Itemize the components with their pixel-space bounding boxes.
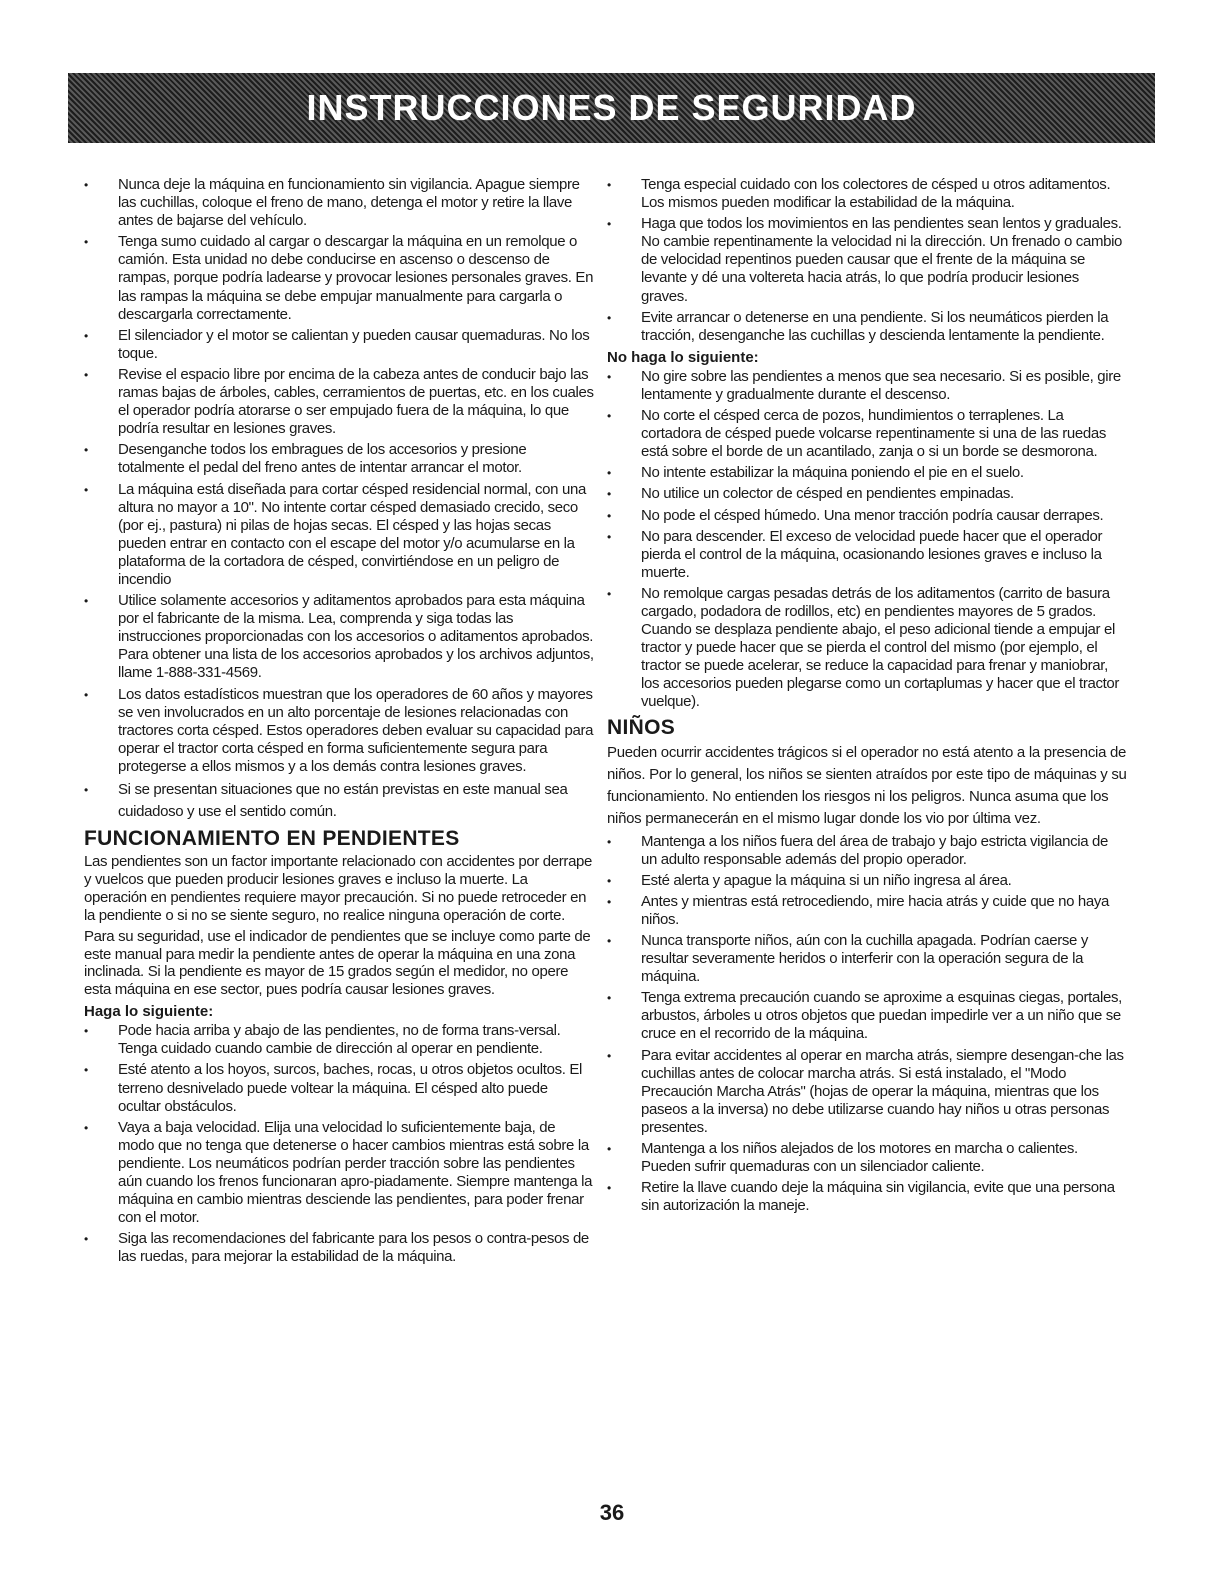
list-item: • Para evitar accidentes al operar en marcha atrás, siempre desengan-che las cuchillas antes de colocar marcha atrás. Si está instalado, el "Modo Precaución Marcha Atrás" (hojas de operar la máquina, mientras que los paseos a la inversa) no debe utilizarse cuando hay niños u otras personas presentes. (607, 1047, 1127, 1137)
list-item: • La máquina está diseñada para cortar césped residencial normal, con una altura no mayor a 10". No intente cortar césped demasiado crecido, seco (por ej., pastura) ni pilas de hojas secas. El césped y las hojas secas pueden entrar en contacto con el escape del motor y/o acumularse en la plataforma de la cortadora de césped, convirtiéndose en un peligro de incendio (84, 481, 594, 590)
list-item: • Siga las recomendaciones del fabricante para los pesos o contra-pesos de las ruedas, para mejorar la estabilidad de la máquina. (84, 1230, 594, 1266)
list-item: • El silenciador y el motor se calientan y pueden causar quemaduras. No los toque. (84, 327, 594, 363)
dont-list (607, 368, 1127, 712)
list-item: • Utilice solamente accesorios y aditamentos aprobados para esta máquina por el fabricante de la misma. Lea, comprenda y siga todas las instrucciones proporcionadas con los accesorios o aditamentos aprobados. Para obtener una lista de los accesorios aprobados y los archivos adjuntos, llame 1-888-331-4569. (84, 592, 594, 682)
slope-precautions-list (607, 176, 1127, 345)
page-number: 36 (599, 1500, 625, 1525)
slopes-heading: FUNCIONAMIENTO EN PENDIENTES (84, 827, 460, 850)
list-item: • Pode hacia arriba y abajo de las pendientes, no de forma trans-versal. Tenga cuidado cuando cambie de dirección al operar en pendiente. (84, 1022, 594, 1058)
general-safety-list (84, 176, 594, 823)
list-item: • Tenga especial cuidado con los colectores de césped u otros aditamentos. Los mismos pueden modificar la estabilidad de la máquina. (607, 176, 1127, 212)
right-column (607, 176, 1127, 1218)
list-item: • Mantenga a los niños fuera del área de trabajo y bajo estricta vigilancia de un adulto responsable además del propio operador. (607, 833, 1127, 869)
list-item: • Esté alerta y apague la máquina si un niño ingresa al área. (607, 872, 1127, 890)
list-item: • Haga que todos los movimientos en las pendientes sean lentos y graduales. No cambie repentinamente la velocidad ni la dirección. Un frenado o cambio de velocidad repentinos pueden causar que el frente de la máquina se levante y dé una voltereta hacia atrás, lo que podría producir lesiones graves. (607, 215, 1127, 305)
list-item: • Nunca transporte niños, aún con la cuchilla apagada. Podrían caerse y resultar severamente heridos o interferir con la operación segura de la máquina. (607, 932, 1127, 986)
list-item: • No remolque cargas pesadas detrás de los aditamentos (carrito de basura cargado, podadora de rodillos, etc) en pendientes mayores de 5 grados. Cuando se desplaza pendiente abajo, el peso adicional tiende a empujar el tractor y puede hacer que se pierda el control del mismo (por ejemplo, el tractor se puede acelerar, se reduce la capacidad para frenar y maniobrar, los accesorios pueden plegarse como un cortaplumas y hacer que el tractor vuelque). (607, 585, 1127, 712)
list-item: • Si se presentan situaciones que no están previstas en este manual sea cuidadoso y use el sentido común. (84, 779, 594, 823)
do-list (84, 1022, 594, 1266)
slopes-paragraph: Las pendientes son un factor importante relacionado con accidentes por derrape y vuelcos que pueden producir lesiones graves e incluso la muerte. La operación en pendientes requiere mayor precaución. Si no puede retroceder en la pendiente o si no se siente seguro, no realice ninguna operación de corte. (84, 853, 593, 924)
list-item: • Tenga extrema precaución cuando se aproxime a esquinas ciegas, portales, arbustos, árboles u otros objetos que puedan impedirle ver a un niño que se cruce en el recorrido de la máquina. (607, 989, 1127, 1043)
list-item: • Tenga sumo cuidado al cargar o descargar la máquina en un remolque o camión. Esta unidad no debe conducirse en ascenso o descenso de rampas, porque podría ladearse y provocar lesiones personales graves. En las rampas la máquina se debe empujar manualmente para cargarla o descargarla correctamente. (84, 233, 594, 323)
list-item: • No intente estabilizar la máquina poniendo el pie en el suelo. (607, 464, 1127, 482)
list-item: • No gire sobre las pendientes a menos que sea necesario. Si es posible, gire lentamente y gradualmente durante el descenso. (607, 368, 1127, 404)
children-heading: NIÑOS (607, 715, 676, 739)
list-item: • Desenganche todos los embragues de los accesorios y presione totalmente el pedal del freno antes de intentar arrancar el motor. (84, 441, 594, 477)
list-item: • Mantenga a los niños alejados de los motores en marcha o calientes. Pueden sufrir quemaduras con un silenciador caliente. (607, 1140, 1127, 1176)
left-column (84, 176, 594, 1269)
do-heading: Haga lo siguiente: (84, 1003, 214, 1021)
header-banner (68, 73, 1155, 143)
list-item: • Retire la llave cuando deje la máquina sin vigilancia, evite que una persona sin autorización la maneje. (607, 1179, 1127, 1215)
list-item: • Antes y mientras está retrocediendo, mire hacia atrás y cuide que no haya niños. (607, 893, 1127, 929)
list-item: • Vaya a baja velocidad. Elija una velocidad lo suficientemente baja, de modo que no tenga que detenerse o hacer cambios mientras está sobre la pendiente. Los neumáticos podrían perder tracción sobre las pendientes aún cuando los frenos funcionaran apro-piadamente. Siempre mantenga la máquina en cambio mientras desciende las pendientes, para poder frenar con el motor. (84, 1119, 594, 1228)
slopes-paragraph: Para su seguridad, use el indicador de pendientes que se incluye como parte de este manual para medir la pendiente antes de operar la máquina en una zona inclinada. Si la pendiente es mayor de 15 grados según el medidor, no opere esta máquina en ese sector, pues podría causar lesiones graves. (84, 927, 591, 999)
list-item: • No para descender. El exceso de velocidad puede hacer que el operador pierda el control de la máquina, ocasionando lesiones graves e incluso la muerte. (607, 528, 1127, 582)
list-item: • Esté atento a los hoyos, surcos, baches, rocas, u otros objetos ocultos. El terreno desnivelado puede voltear la máquina. El césped alto puede ocultar obstáculos. (84, 1061, 594, 1115)
list-item: • Nunca deje la máquina en funcionamiento sin vigilancia. Apague siempre las cuchillas, coloque el freno de mano, detenga el motor y retire la llave antes de bajarse del vehículo. (84, 176, 594, 230)
list-item: • No corte el césped cerca de pozos, hundimientos o terraplenes. La cortadora de césped puede volcarse repentinamente si una de las ruedas está sobre el borde de un acantilado, zanja o si un borde se desmorona. (607, 407, 1127, 461)
list-item: • Evite arrancar o detenerse en una pendiente. Si los neumáticos pierden la tracción, desenganche las cuchillas y descienda lentamente la pendiente. (607, 309, 1127, 345)
list-item: • Los datos estadísticos muestran que los operadores de 60 años y mayores se ven involucrados en un alto porcentaje de lesiones relacionadas con tractores corta césped. Estos operadores deben evaluar su capacidad para operar el tractor corta césped en forma suficientemente segura para protegerse a ellos mismos y a los demás contra lesiones graves. (84, 686, 594, 776)
children-paragraph: Pueden ocurrir accidentes trágicos si el operador no está atento a la presencia de niños. Por lo general, los niños se sienten atraídos por este tipo de máquinas y su funcionamiento. No entienden los riesgos ni los peligros. Nunca asuma que los niños permanecerán en el mismo lugar donde los vio por última vez. (607, 743, 1127, 827)
page-title: INSTRUCCIONES DE SEGURIDAD (306, 87, 917, 128)
list-item: • Revise el espacio libre por encima de la cabeza antes de conducir bajo las ramas bajas de árboles, cables, cerramientos de puertas, etc. en los cuales el operador podría atorarse o ser empujado fuera de la máquina, lo que podría resultar en lesiones graves. (84, 366, 594, 438)
list-item: • No pode el césped húmedo. Una menor tracción podría causar derrapes. (607, 507, 1127, 525)
list-item: • No utilice un colector de césped en pendientes empinadas. (607, 485, 1127, 503)
dont-heading: No haga lo siguiente: (607, 348, 759, 366)
children-list (607, 833, 1127, 1216)
